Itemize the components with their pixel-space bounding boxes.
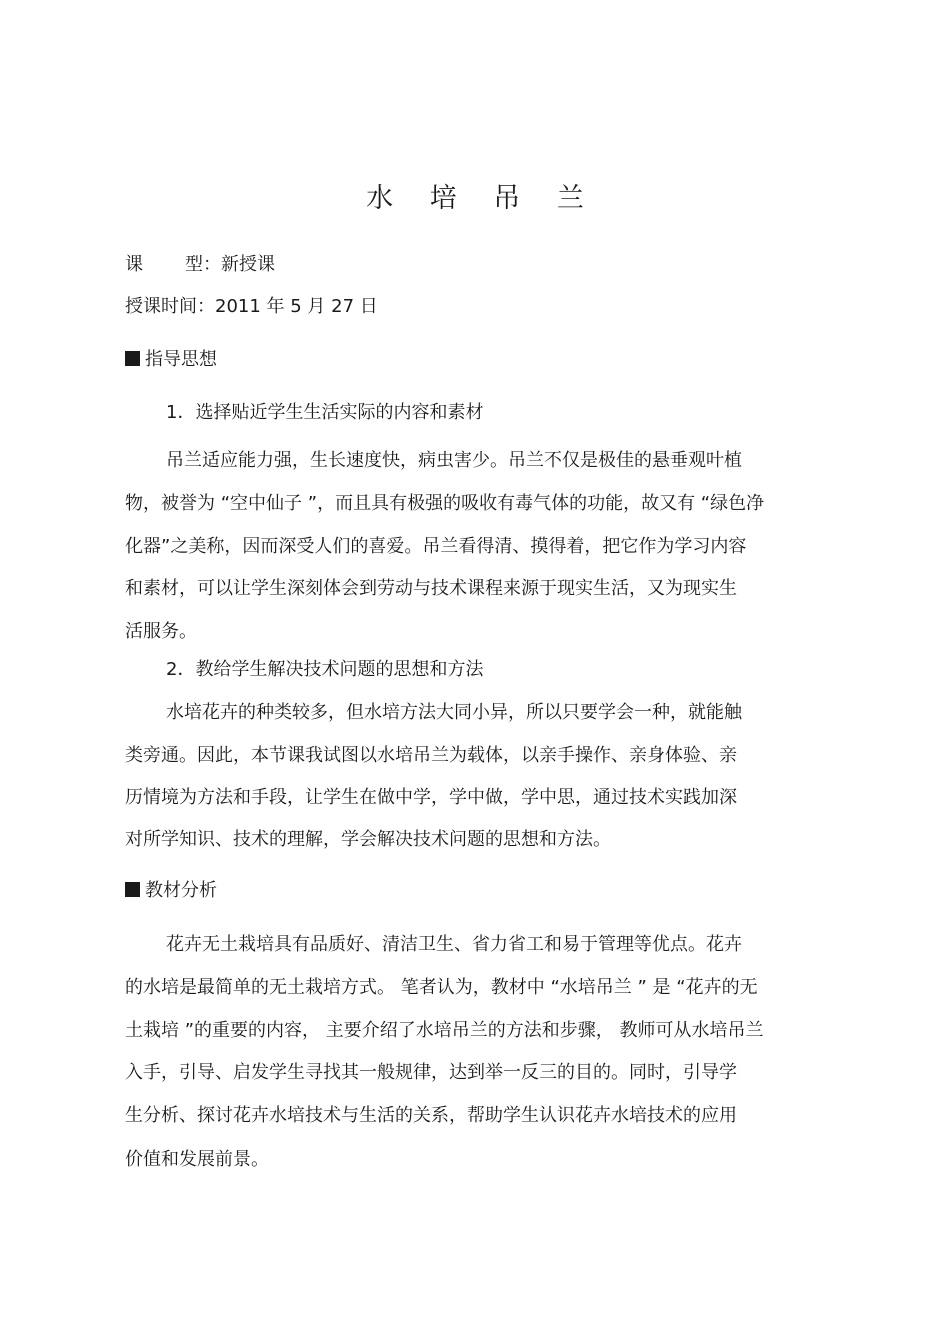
lesson-time-value: 2011 年 5 月 27 日 — [215, 296, 378, 317]
paragraph-line: 吊兰适应能力强，生长速度快，病虫害少。吊兰不仅是极佳的悬垂观叶植 — [166, 450, 742, 471]
paragraph-line: 的水培是最简单的无土栽培方式。 笔者认为，教材中 “水培吊兰 ” 是 “花卉的无 — [125, 977, 758, 998]
paragraph-line: 化器”之美称，因而深受人们的喜爱。吊兰看得清、摸得着，把它作为学习内容 — [125, 536, 747, 557]
lesson-type-value: 新授课 — [221, 254, 275, 275]
section-heading-guiding — [125, 348, 217, 372]
paragraph-line: 对所学知识、技术的理解，学会解决技术问题的思想和方法。 — [125, 829, 611, 850]
paragraph-line: 花卉无土栽培具有品质好、清洁卫生、省力省工和易于管理等优点。花卉 — [166, 934, 742, 955]
point1-title: 1．选择贴近学生生活实际的内容和素材 — [166, 402, 484, 423]
section-heading-label: 指导思想 — [145, 349, 217, 370]
paragraph-line: 土栽培 ”的重要的内容， 主要介绍了水培吊兰的方法和步骤， 教师可从水培吊兰 — [125, 1020, 764, 1041]
paragraph-line: 水培花卉的种类较多，但水培方法大同小异，所以只要学会一种，就能触 — [166, 702, 742, 723]
paragraph-line: 生分析、探讨花卉水培技术与生活的关系，帮助学生认识花卉水培技术的应用 — [125, 1105, 737, 1126]
bullet-square-icon — [125, 351, 140, 366]
lesson-type-row — [125, 253, 275, 277]
paragraph-line: 入手，引导、启发学生寻找其一般规律，达到举一反三的目的。同时，引导学 — [125, 1062, 737, 1083]
paragraph-line: 和素材，可以让学生深刻体会到劳动与技术课程来源于现实生活，又为现实生 — [125, 578, 737, 599]
lesson-type-label-b: 型： — [185, 254, 221, 275]
section-heading-analysis — [125, 879, 217, 903]
paragraph-line: 物，被誉为 “空中仙子 ”，而且具有极强的吸收有毒气体的功能，故又有 “绿色净 — [125, 493, 765, 514]
bullet-square-icon — [125, 882, 140, 897]
lesson-type-label-a: 课 — [125, 254, 143, 275]
paragraph-line: 历情境为方法和手段，让学生在做中学，学中做，学中思，通过技术实践加深 — [125, 787, 737, 808]
lesson-time-label: 授课时间： — [125, 296, 215, 317]
paragraph-line: 类旁通。因此，本节课我试图以水培吊兰为载体，以亲手操作、亲身体验、亲 — [125, 745, 737, 766]
lesson-time-row — [125, 295, 378, 319]
section-heading-label: 教材分析 — [145, 880, 217, 901]
paragraph-line: 活服务。 — [125, 621, 197, 642]
point2-title: 2．教给学生解决技术问题的思想和方法 — [166, 659, 484, 680]
paragraph-line: 价值和发展前景。 — [125, 1149, 269, 1170]
document-title: 水 培 吊 兰 — [366, 183, 598, 214]
